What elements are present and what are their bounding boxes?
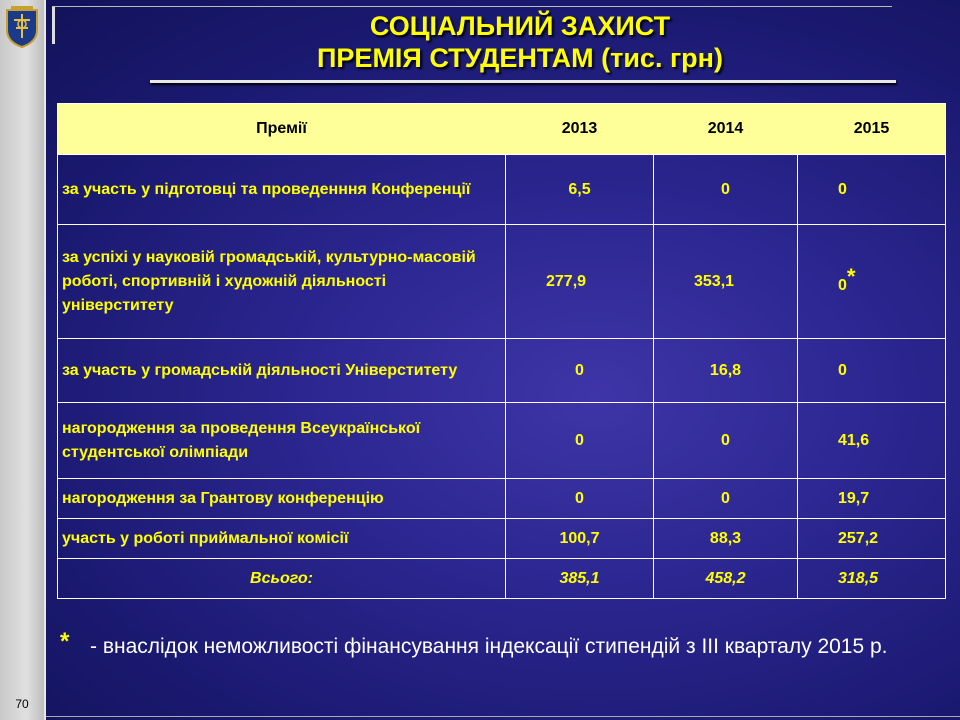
- table-row: [58, 403, 946, 479]
- row-label: за успіхі у науковій громадській, культурно-масовій роботі, спортивній і художній діяльності універститету: [58, 225, 506, 339]
- awards-table: [57, 103, 946, 599]
- cell-2013: 100,7: [506, 519, 654, 559]
- cell-2014: 16,8: [654, 339, 798, 403]
- header-2013: 2013: [506, 104, 654, 155]
- title-underline: [150, 80, 896, 83]
- header-2015: 2015: [798, 104, 946, 155]
- row-label: нагородження за Грантову конференцію: [58, 479, 506, 519]
- row-label: нагородження за проведення Всеукраїнської студентської олімпіади: [58, 403, 506, 479]
- row-label: за участь у підготовці та проведенння Конференції: [58, 155, 506, 225]
- frame-accent: [52, 6, 55, 44]
- total-label: Всього:: [58, 559, 506, 599]
- sidebar-divider: [44, 0, 46, 720]
- row-label: за участь у громадській діяльності Універститету: [58, 339, 506, 403]
- total-2015: 318,5: [798, 559, 946, 599]
- header-2014: 2014: [654, 104, 798, 155]
- table-total-row: [58, 559, 946, 599]
- cell-2015: [798, 225, 946, 339]
- cell-2015: 41,6: [798, 403, 946, 479]
- slide-title: [150, 10, 890, 74]
- cell-2014: 353,1: [654, 225, 798, 339]
- row-label: участь у роботі приймальної комісії: [58, 519, 506, 559]
- table-header-row: [58, 104, 946, 155]
- footnote-marker: *: [846, 264, 856, 289]
- university-crest-icon: [3, 4, 41, 48]
- cell-2015: 0: [798, 339, 946, 403]
- page-number: 70: [15, 697, 29, 711]
- title-line-2: ПРЕМІЯ СТУДЕНТАМ (тис. грн): [317, 43, 723, 73]
- table-row: [58, 155, 946, 225]
- cell-2015: 0: [798, 155, 946, 225]
- cell-2013: 6,5: [506, 155, 654, 225]
- cell-2014: 0: [654, 403, 798, 479]
- table-row: [58, 519, 946, 559]
- sidebar: [0, 0, 44, 720]
- header-awards: Премії: [58, 104, 506, 155]
- footnote-text: - внаслідок неможливості фінансування індексації стипендій з ІІІ кварталу 2015 р.: [90, 635, 888, 658]
- cell-2015: 257,2: [798, 519, 946, 559]
- table-row: [58, 339, 946, 403]
- cell-2013: 0: [506, 403, 654, 479]
- cell-2014: 88,3: [654, 519, 798, 559]
- table-row: [58, 225, 946, 339]
- frame-top-line: [52, 6, 892, 7]
- total-2013: 385,1: [506, 559, 654, 599]
- cell-2014: 0: [654, 479, 798, 519]
- total-2014: 458,2: [654, 559, 798, 599]
- footnote-mark: *: [60, 628, 70, 655]
- title-line-1: СОЦІАЛЬНИЙ ЗАХИСТ: [369, 11, 671, 41]
- table-row: [58, 479, 946, 519]
- cell-2014: 0: [654, 155, 798, 225]
- cell-2015-value: 0: [838, 277, 847, 294]
- cell-2013: 0: [506, 339, 654, 403]
- cell-2015: 19,7: [798, 479, 946, 519]
- bottom-rule: [46, 716, 960, 717]
- cell-2013: 0: [506, 479, 654, 519]
- cell-2013: 277,9: [506, 225, 654, 339]
